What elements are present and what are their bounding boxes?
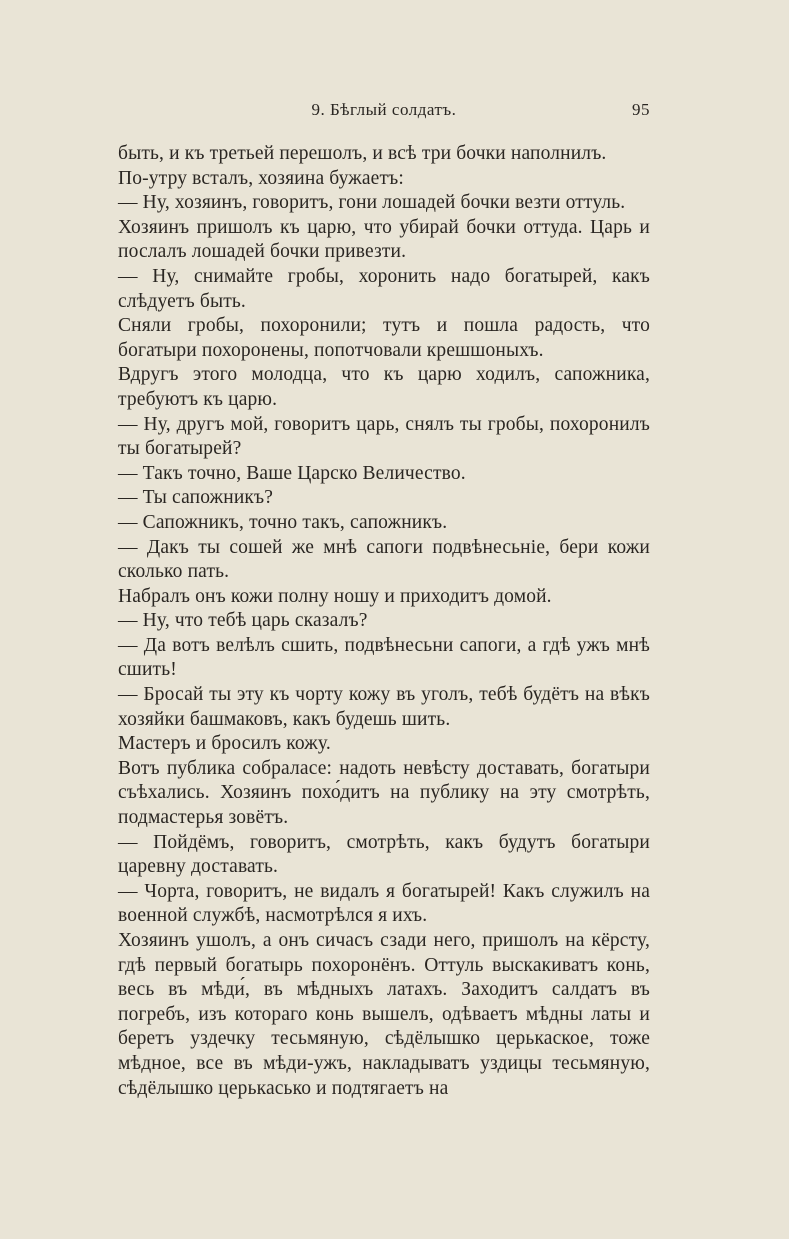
running-header [118, 100, 650, 124]
paragraph: — Пойдёмъ, говоритъ, смотрѣть, какъ будутъ богатыри царевну доставать. [118, 831, 650, 878]
paragraph: — Чорта, говоритъ, не видалъ я богатырей! Какъ служилъ на военной службѣ, насмотрѣлся я ихъ. [118, 880, 650, 927]
paragraph: быть, и къ третьей перешолъ, и всѣ три бочки наполнилъ. [118, 143, 607, 164]
paragraph: — Ну, хозяинъ, говоритъ, гони лошадей бочки везти оттуль. [118, 192, 626, 214]
chapter-title: 9. Бѣглый солдатъ. [311, 100, 457, 119]
paragraph: — Ну, другъ мой, говоритъ царь, снялъ ты гробы, похоронилъ ты богатырей? [118, 413, 650, 460]
paragraph: Хозяинъ пришолъ къ царю, что убирай бочки оттуда. Царь и послалъ лошадей бочки привезти. [118, 216, 650, 263]
body-text [118, 142, 650, 1101]
paragraph: — Да вотъ велѣлъ сшить, подвѣнесьни сапоги, а гдѣ ужъ мнѣ сшить! [118, 634, 650, 681]
paragraph: Вдругъ этого молодца, что къ царю ходилъ, сапожника, требуютъ къ царю. [118, 364, 650, 410]
paragraph: Набралъ онъ кожи полну ношу и приходитъ домой. [118, 585, 552, 607]
paragraph: — Такъ точно, Ваше Царско Величество. [118, 462, 466, 484]
paragraph: — Бросай ты эту къ чорту кожу въ уголъ, тебѣ будётъ на вѣкъ хозяйки башмаковъ, какъ будешь шить. [118, 684, 650, 730]
paragraph: — Сапожникъ, точно такъ, сапожникъ. [118, 511, 448, 533]
paragraph: Хозяинъ ушолъ, а онъ сичасъ сзади него, пришолъ на кёрсту, гдѣ первый богатырь похоронёнъ. Оттуль выскакиватъ конь, весь въ мѣди́, въ мѣдныхъ латахъ. Заходитъ салдатъ въ погребъ, изъ котораго конь вышелъ, одѣваетъ мѣдны латы и беретъ уздечку тесьмяную, сѣдёлышко церькаское, тоже мѣдное, все въ мѣди-ужъ, накладыватъ уздицы тесьмяную, сѣдёлышко церькасько и подтягаетъ на [118, 930, 650, 1099]
paragraph: — Ты сапожникъ? [118, 487, 274, 509]
paragraph: — Ну, что тебѣ царь сказалъ? [118, 610, 368, 632]
paragraph: Сняли гробы, похоронили; тутъ и пошла радость, что богатыри похоронены, попотчовали крешшоныхъ. [118, 315, 650, 361]
paragraph: Вотъ публика собраласе: надоть невѣсту доставать, богатыри съѣхались. Хозяинъ похо́дитъ на публику на эту смотрѣть, подмастерья зовётъ. [118, 757, 650, 829]
page-number: 95 [632, 100, 650, 119]
paragraph: По-утру всталъ, хозяина бужаетъ: [118, 167, 404, 189]
paragraph: Мастеръ и бросилъ кожу. [118, 733, 331, 755]
paragraph: — Дакъ ты сошей же мнѣ сапоги подвѣнесьніе, бери кожи сколько пать. [118, 536, 650, 583]
paragraph: — Ну, снимайте гробы, хоронить надо богатырей, какъ слѣдуетъ быть. [118, 265, 650, 312]
